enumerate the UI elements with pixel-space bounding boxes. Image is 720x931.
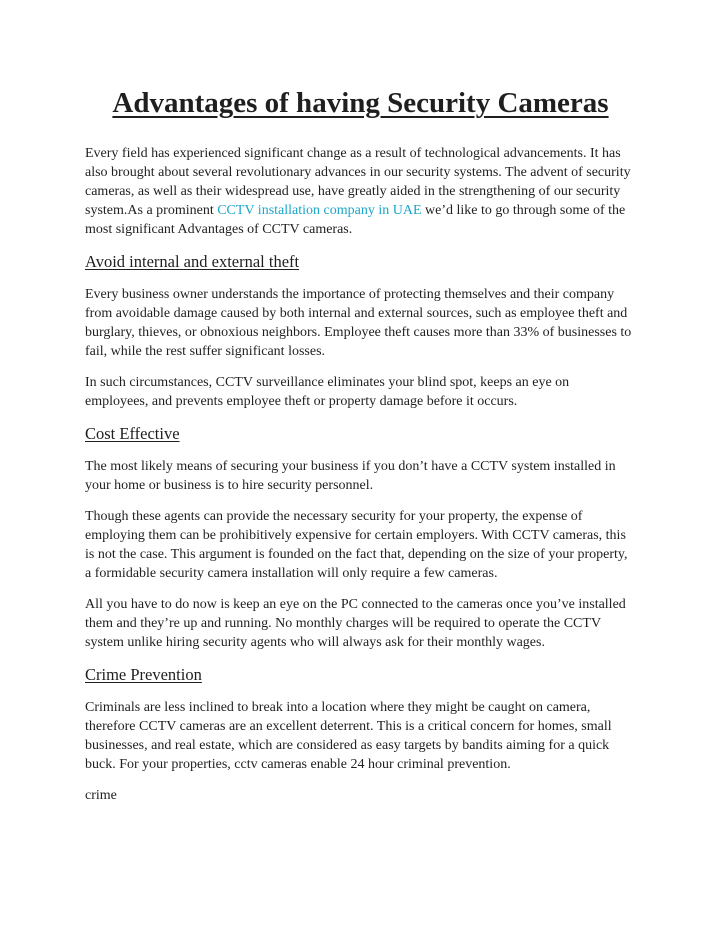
paragraph: All you have to do now is keep an eye on the PC connected to the cameras once you’ve installed them and they’re up and running. No monthly charges will be required to operate the CCTV system unlike hiring security agents who will always ask for their monthly wages. [85,597,626,650]
section-heading-theft: Avoid internal and external theft [85,252,300,271]
paragraph: Criminals are less inclined to break into a location where they might be caught on camera, therefore CCTV cameras are an excellent deterrent. This is a critical concern for homes, small businesses, and real estate, which are considered as easy targets by bandits aiming for a quick buck. For your properties, cctv cameras enable 24 hour criminal prevention. [85,700,612,772]
paragraph: Though these agents can provide the necessary security for your property, the expense of employing them can be prohibitively expensive for certain employers. With CCTV cameras, this is not the case. This argument is founded on the fact that, depending on the size of your property, a formidable security camera installation will only require a few cameras. [85,509,628,581]
cctv-installation-link[interactable]: CCTV installation company in UAE [217,203,422,218]
section-heading-cost: Cost Effective [85,424,180,443]
paragraph: Every business owner understands the importance of protecting themselves and their company from avoidable damage caused by both internal and external sources, such as employee theft and burglary, thieves, or obnoxious neighbors. Employee theft causes more than 33% of businesses to fail, while the rest suffer significant losses. [85,287,632,359]
intro-paragraph [85,144,636,239]
section-heading-crime: Crime Prevention [85,665,202,684]
intro-text-before-link: Every field has experienced significant change as a result of technological advancements. It has also brought about several revolutionary advances in our security systems. The advent of security cameras, as well as their widespread use, have greatly aided in the strengthening of our security system.As a prominent [85,146,631,218]
paragraph: crime [85,788,117,803]
page-title: Advantages of having Security Cameras [112,87,609,119]
intro-text-after-link: we’d like to go through some of the most significant Advantages of CCTV cameras. [85,203,626,237]
paragraph: In such circumstances, CCTV surveillance eliminates your blind spot, keeps an eye on employees, and prevents employee theft or property damage before it occurs. [85,375,570,409]
paragraph: The most likely means of securing your business if you don’t have a CCTV system installed in your home or business is to hire security personnel. [85,459,616,493]
